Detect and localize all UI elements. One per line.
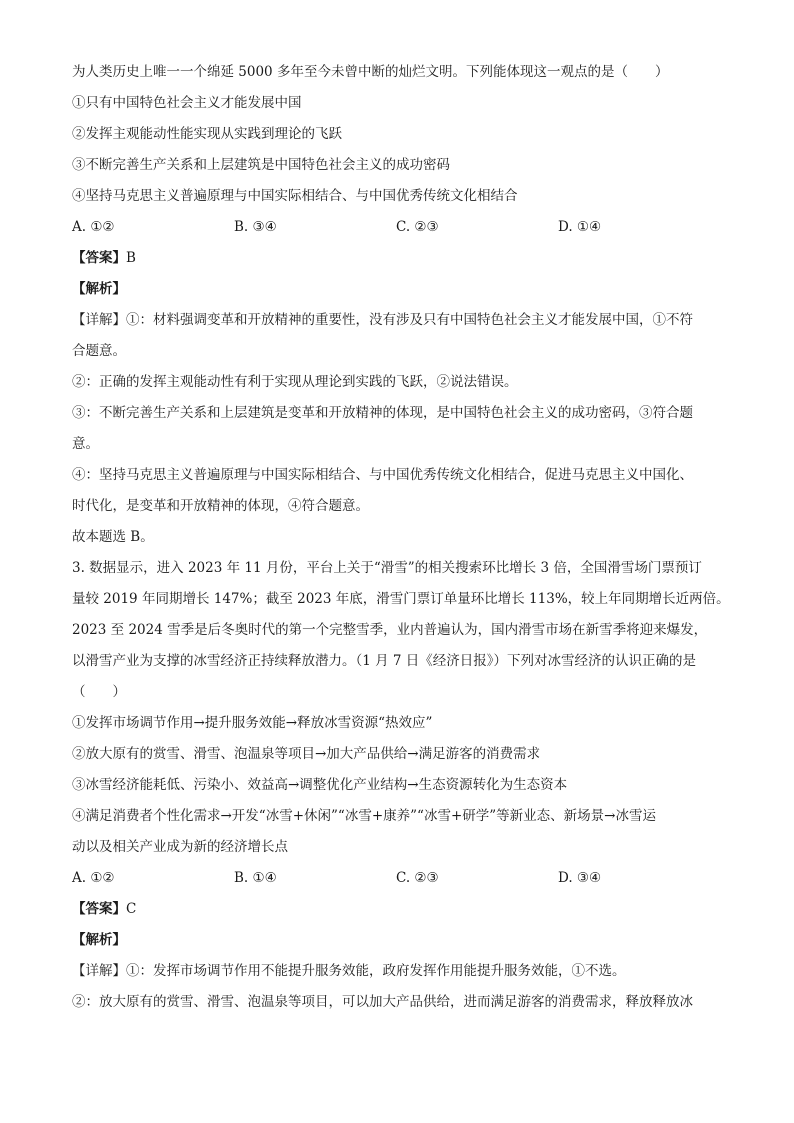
answer-value: C bbox=[126, 901, 137, 917]
q2-detail-7: 时代化，是变革和开放精神的体现，④符合题意。 bbox=[72, 498, 369, 514]
answer-tag: 【答案】 bbox=[72, 250, 126, 266]
q3-detail-2: ②：放大原有的赏雪、滑雪、泡温泉等项目，可以加大产品供给，进而满足游客的消费需求，释放释放冰 bbox=[72, 994, 693, 1010]
q2-detail-4: ③：不断完善生产关系和上层建筑是变革和开放精神的体现，是中国特色社会主义的成功密码，③符合题 bbox=[72, 405, 693, 421]
q3-option-d: D. ③④ bbox=[558, 870, 602, 886]
q3-stem-4: 以滑雪产业为支撑的冰雪经济正持续释放潜力。（1 月 7 日《经济日报》）下列对冰雪经济的认识正确的是 bbox=[72, 653, 697, 669]
q3-option-c: C. ②③ bbox=[396, 870, 439, 886]
q2-item-2: ②发挥主观能动性能实现从实践到理论的飞跃 bbox=[72, 126, 342, 142]
q3-stem-3: 2023 至 2024 雪季是后冬奥时代的第一个完整雪季，业内普遍认为，国内滑雪市场在新雪季将迎来爆发， bbox=[72, 622, 708, 638]
q2-detail-8: 故本题选 B。 bbox=[72, 529, 154, 545]
q2-answer bbox=[72, 248, 728, 279]
q3-item-2: ②放大原有的赏雪、滑雪、泡温泉等项目→加大产品供给→满足游客的消费需求 bbox=[72, 746, 541, 762]
q2-item-1: ①只有中国特色社会主义才能发展中国 bbox=[72, 95, 302, 111]
q3-options bbox=[72, 868, 728, 899]
q2-detail-2: 合题意。 bbox=[72, 343, 126, 359]
q2-options bbox=[72, 217, 728, 248]
q2-option-d: D. ①④ bbox=[558, 219, 602, 235]
q2-detail-5: 意。 bbox=[72, 436, 99, 452]
q3-option-a: A. ①② bbox=[72, 870, 115, 886]
q2-stem-tail: 为人类历史上唯一一个绵延 5000 多年至今未曾中断的灿烂文明。下列能体现这一观点的是（ ） bbox=[72, 64, 669, 80]
q3-item-4: ④满足消费者个性化需求→开发“冰雪+休闲”“冰雪+康养”“冰雪+研学”等新业态、新场景→冰雪运 bbox=[72, 808, 656, 824]
q3-item-4-cont: 动以及相关产业成为新的经济增长点 bbox=[72, 839, 288, 855]
answer-value: B bbox=[126, 250, 136, 266]
answer-tag: 【答案】 bbox=[72, 901, 126, 917]
q2-option-b: B. ③④ bbox=[234, 219, 277, 235]
q3-option-b: B. ①④ bbox=[234, 870, 277, 886]
q2-item-3: ③不断完善生产关系和上层建筑是中国特色社会主义的成功密码 bbox=[72, 157, 450, 173]
q3-answer bbox=[72, 899, 728, 930]
q2-detail-3: ②：正确的发挥主观能动性有利于实现从理论到实践的飞跃，②说法错误。 bbox=[72, 374, 518, 390]
q2-analysis-tag: 【解析】 bbox=[72, 281, 126, 297]
q2-option-c: C. ②③ bbox=[396, 219, 439, 235]
q3-analysis-tag: 【解析】 bbox=[72, 932, 126, 948]
q3-stem-5: （ ） bbox=[72, 684, 126, 700]
q3-item-3: ③冰雪经济能耗低、污染小、效益高→调整优化产业结构→生态资源转化为生态资本 bbox=[72, 777, 568, 793]
q2-detail-1: 【详解】①：材料强调变革和开放精神的重要性，没有涉及只有中国特色社会主义才能发展中国，①不符 bbox=[72, 312, 693, 328]
q2-detail-6: ④：坚持马克思主义普遍原理与中国实际相结合、与中国优秀传统文化相结合，促进马克思主义中国化、 bbox=[72, 467, 693, 483]
document-page bbox=[72, 62, 728, 1023]
q3-stem-1: 3. 数据显示，进入 2023 年 11 月份，平台上关于“滑雪”的相关搜索环比增长 3 倍，全国滑雪场门票预订 bbox=[72, 560, 702, 576]
q3-stem-2: 量较 2019 年同期增长 147%；截至 2023 年底，滑雪门票订单量环比增长 113%，较上年同期增长近两倍。 bbox=[72, 591, 730, 607]
q3-detail-1: 【详解】①：发挥市场调节作用不能提升服务效能，政府发挥作用能提升服务效能，①不选。 bbox=[72, 963, 626, 979]
q3-item-1: ①发挥市场调节作用→提升服务效能→释放冰雪资源“热效应” bbox=[72, 715, 433, 731]
q2-option-a: A. ①② bbox=[72, 219, 115, 235]
q2-item-4: ④坚持马克思主义普遍原理与中国实际相结合、与中国优秀传统文化相结合 bbox=[72, 188, 518, 204]
